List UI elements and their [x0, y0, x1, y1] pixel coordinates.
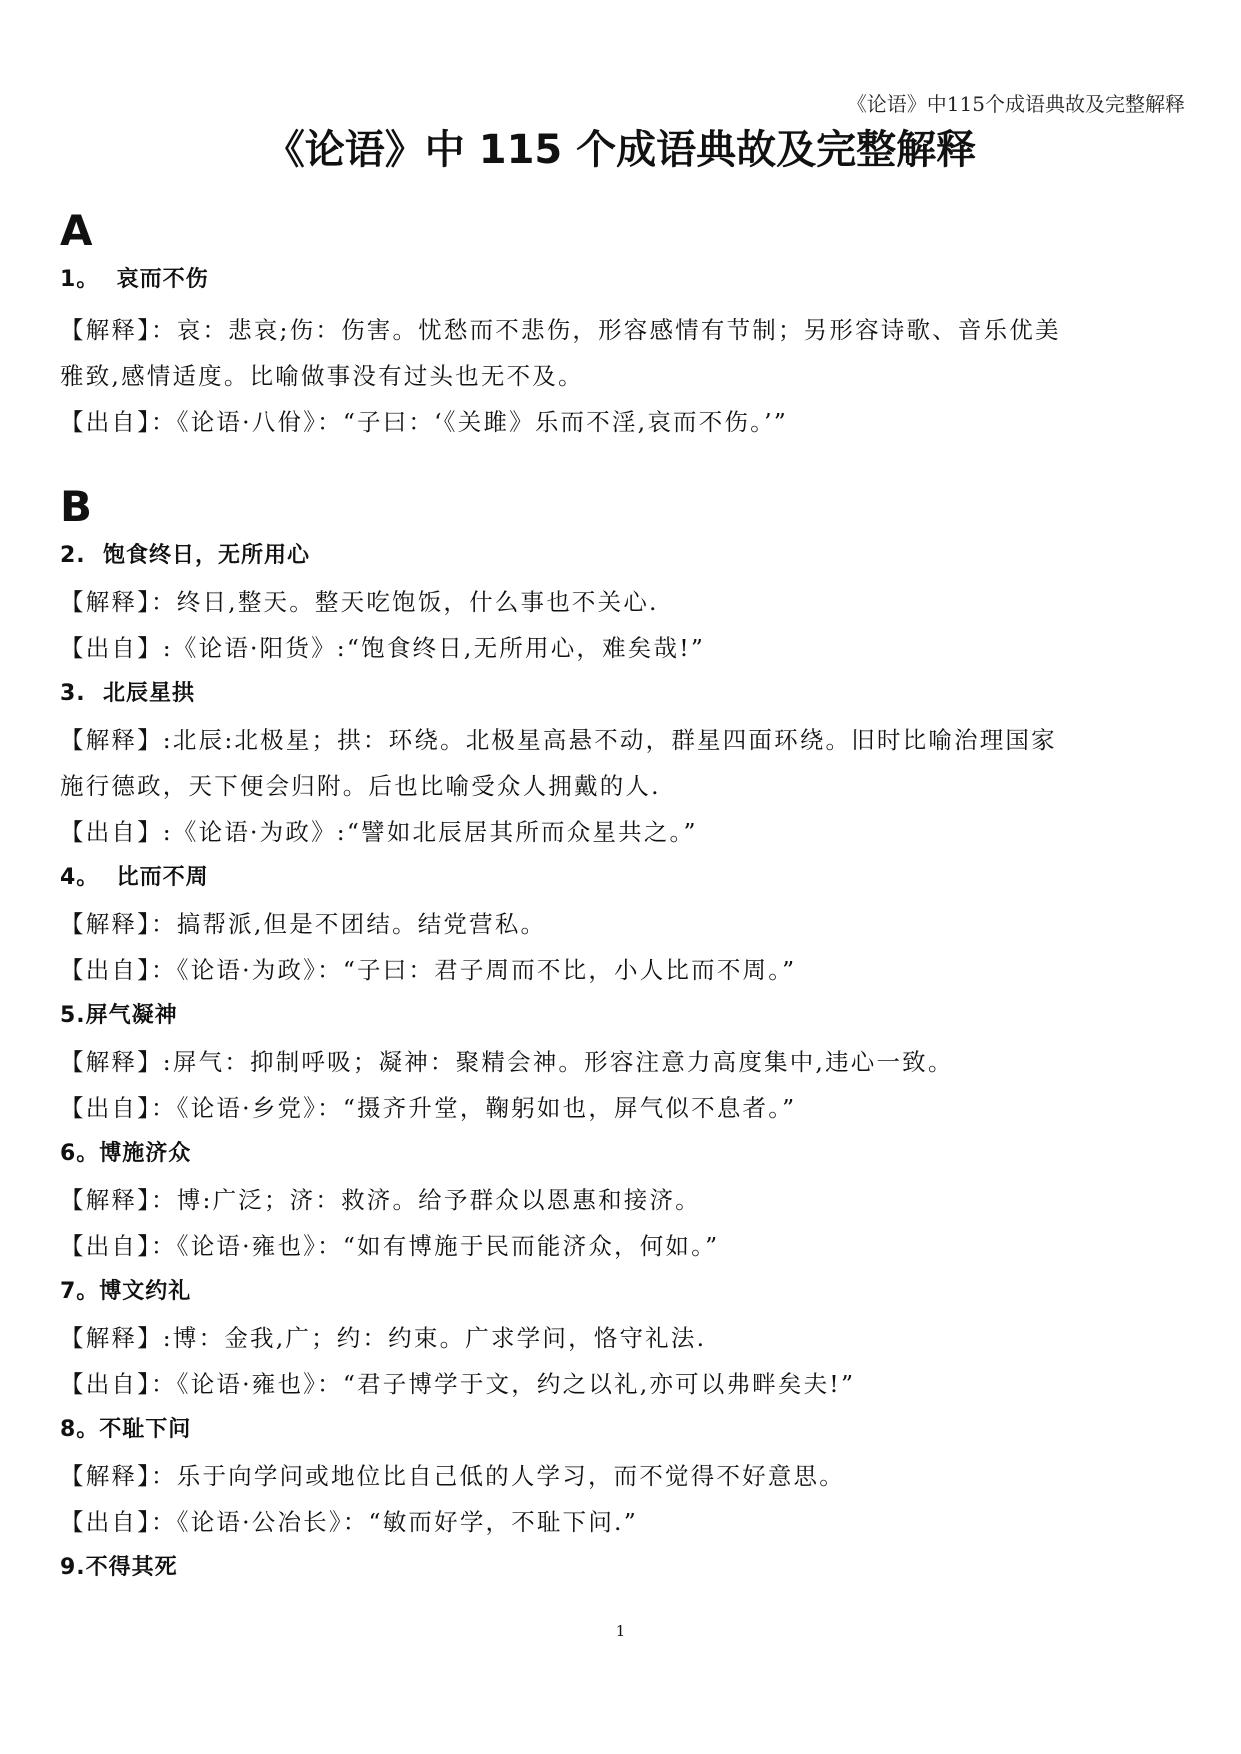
source-line: 【出自】：《论语·为政》：“子曰：君子周而不比，小人比而不周。”: [60, 956, 797, 984]
entry-heading: 6。博施济众: [60, 1141, 192, 1166]
idiom-entry: [60, 257, 1185, 445]
idiom-entry: [60, 1407, 1185, 1545]
entry-heading: 3. 北辰星拱: [60, 681, 195, 706]
explanation-line: 【解释】：终日,整天。整天吃饱饭，什么事也不关心.: [60, 588, 659, 616]
source-line: 【出自】：《论语·乡党》：“摄齐升堂，鞠躬如也，屏气似不息者。”: [60, 1094, 797, 1122]
source-line: 【出自】:《论语·阳货》:“饱食终日,无所用心，难矣哉!”: [60, 634, 706, 662]
running-header: 《论语》中115个成语典故及完整解释: [846, 92, 1185, 116]
section-a: [60, 205, 1185, 445]
entry-heading: 4。 比而不周: [60, 865, 209, 890]
section-b: [60, 481, 1185, 1591]
entry-heading: 9.不得其死: [60, 1555, 178, 1580]
entry-heading: 7。博文约礼: [60, 1279, 192, 1304]
idiom-entry: [60, 533, 1185, 671]
entry-heading: 2. 饱食终日，无所用心: [60, 543, 310, 568]
page-number: 1: [615, 1622, 626, 1640]
explanation-line: 【解释】：博:广泛；济：救济。给予群众以恩惠和接济。: [60, 1186, 701, 1214]
idiom-entry: [60, 671, 1185, 855]
idiom-entry: [60, 855, 1185, 993]
explanation-line: 【解释】：乐于向学问或地位比自己低的人学习，而不觉得不好意思。: [60, 1462, 845, 1490]
entry-heading: 1。 哀而不伤: [60, 267, 209, 292]
entry-heading: 8。不耻下问: [60, 1417, 192, 1442]
source-line: 【出自】：《论语·公冶长》：“敏而好学，不耻下问.”: [60, 1508, 638, 1536]
explanation-line: 【解释】：哀：悲哀;伤：伤害。忧愁而不悲伤，形容感情有节制；另形容诗歌、音乐优美: [60, 316, 1061, 344]
explanation-line: 【解释】:屏气：抑制呼吸；凝神：聚精会神。形容注意力高度集中,违心一致。: [60, 1048, 954, 1076]
entry-heading: 5.屏气凝神: [60, 1003, 178, 1028]
source-line: 【出自】:《论语·为政》:“譬如北辰居其所而众星共之。”: [60, 818, 698, 846]
idiom-entry: [60, 1131, 1185, 1269]
document-body: [60, 205, 1185, 1591]
page-title: 《论语》中 115 个成语典故及完整解释: [264, 127, 977, 173]
source-line: 【出自】：《论语·雍也》：“如有博施于民而能济众，何如。”: [60, 1232, 720, 1260]
idiom-entry: [60, 993, 1185, 1131]
explanation-line: 雅致,感情适度。比喻做事没有过头也无不及。: [60, 362, 584, 390]
idiom-entry: [60, 1269, 1185, 1407]
section-letter: A: [60, 206, 93, 255]
explanation-line: 施行德政，天下便会归附。后也比喻受众人拥戴的人.: [60, 772, 661, 800]
explanation-line: 【解释】：搞帮派,但是不团结。结党营私。: [60, 910, 547, 938]
source-line: 【出自】：《论语·雍也》：“君子博学于文，约之以礼,亦可以弗畔矣夫!”: [60, 1370, 856, 1398]
source-line: 【出自】：《论语·八佾》：“子曰：‘《关雎》乐而不淫,哀而不伤。’”: [60, 408, 788, 436]
section-letter: B: [60, 482, 93, 531]
explanation-line: 【解释】:北辰:北极星；拱：环绕。北极星高悬不动，群星四面环绕。旧时比喻治理国家: [60, 726, 1057, 754]
idiom-entry: [60, 1545, 1185, 1591]
explanation-line: 【解释】:博：金我,广；约：约束。广求学问，恪守礼法.: [60, 1324, 707, 1352]
